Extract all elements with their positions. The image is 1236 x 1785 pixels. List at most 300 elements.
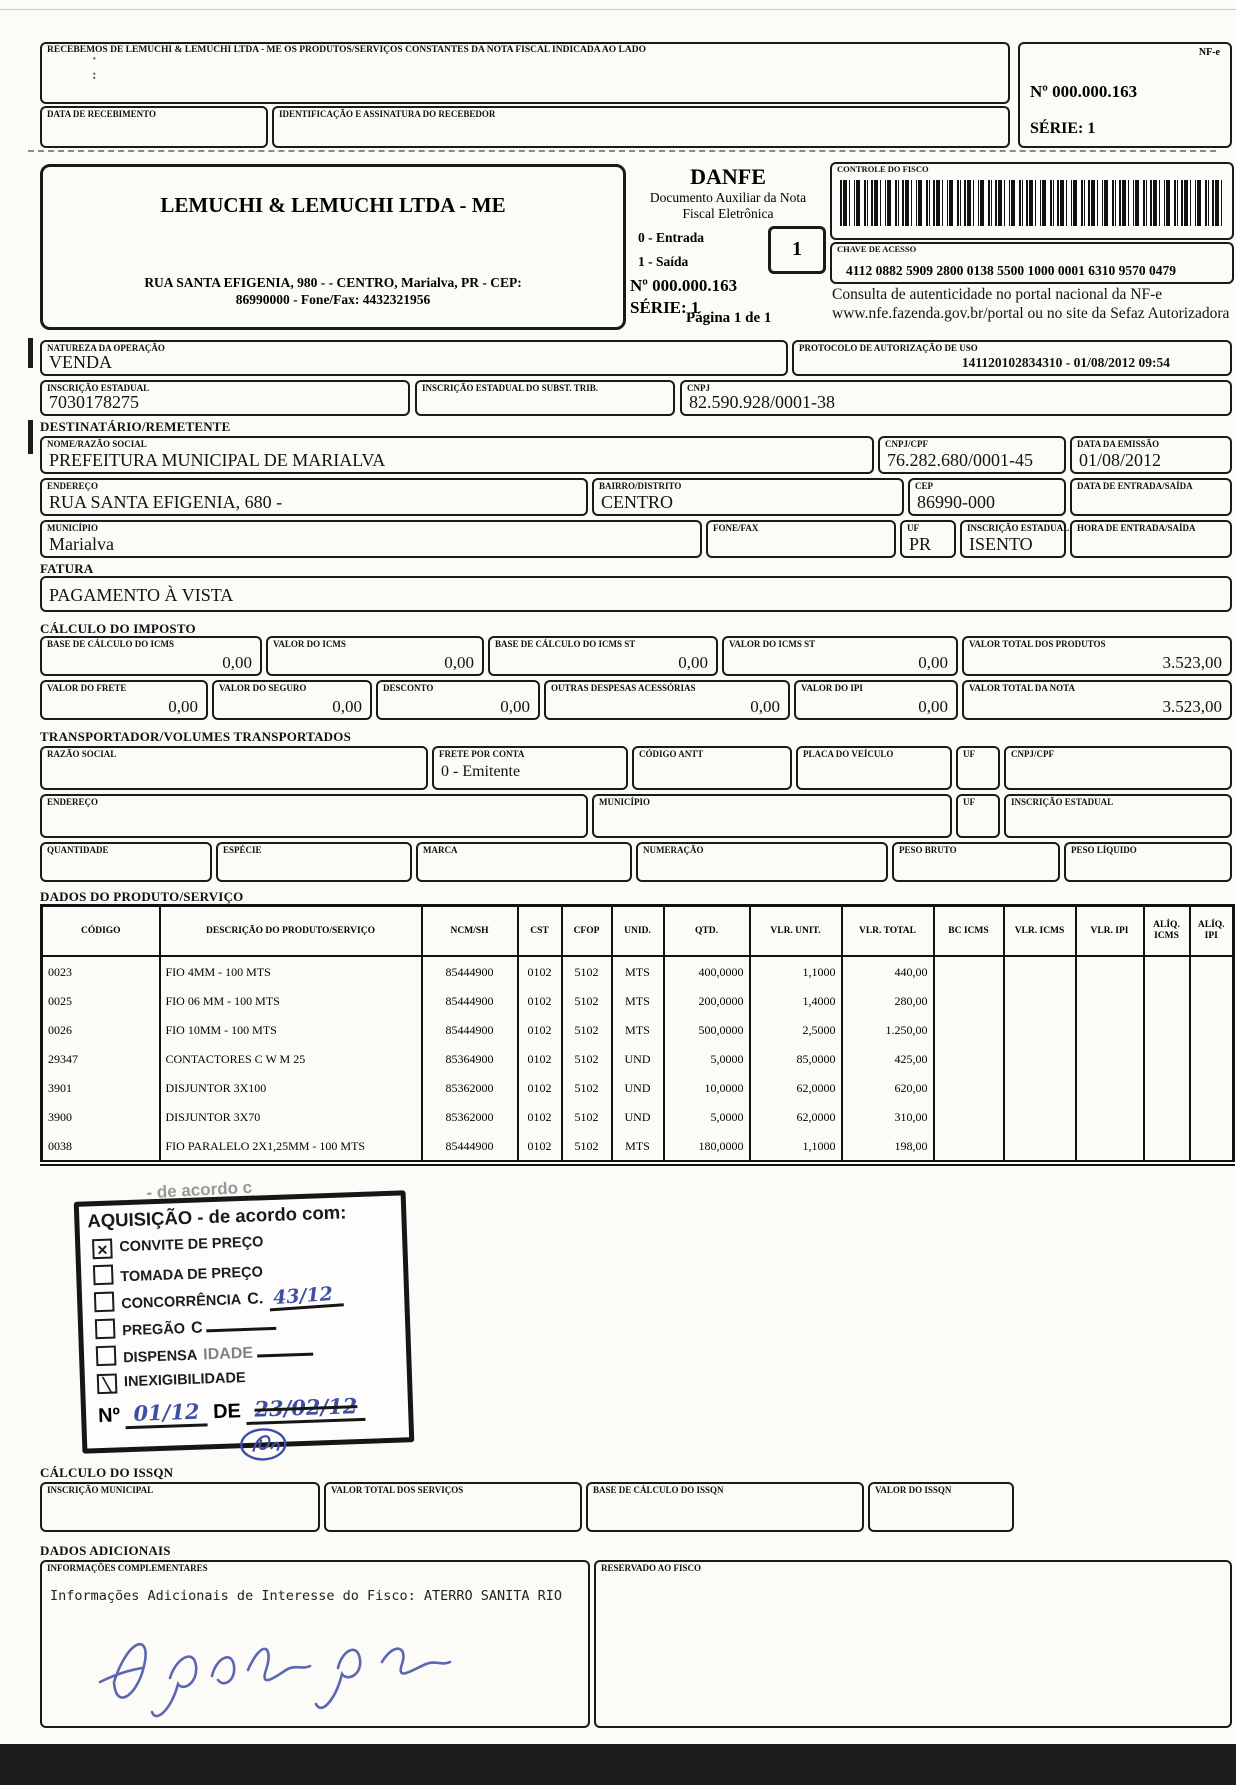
cell-codigo: 0026 bbox=[42, 1015, 160, 1044]
cell-vlr-ipi bbox=[1076, 986, 1144, 1015]
handwritten-note: 43/12 bbox=[268, 1283, 343, 1311]
cell-bc-icms bbox=[934, 1073, 1004, 1102]
protocolo-box bbox=[792, 340, 1232, 376]
cell-ncm: 85444900 bbox=[422, 986, 518, 1015]
transp-peso-bruto-box bbox=[892, 842, 1060, 882]
danfe-tipo-box: 1 bbox=[768, 226, 826, 274]
table-row bbox=[42, 1044, 1234, 1073]
stamp-title: AQUISIÇÃO - de acordo com: bbox=[87, 1201, 347, 1232]
produtos-header-row bbox=[42, 906, 1234, 957]
cnpj-emitente-value: 82.590.928/0001-38 bbox=[689, 392, 835, 413]
danfe-numero: Nº 000.000.163 bbox=[630, 276, 738, 295]
field-label: INSCRIÇÃO ESTADUAL DO SUBST. TRIB. bbox=[422, 383, 599, 393]
cell-cst: 0102 bbox=[518, 1131, 562, 1163]
cell-bc-icms bbox=[934, 1044, 1004, 1073]
field-label: CNPJ/CPF bbox=[885, 439, 928, 449]
informacoes-complementares-box bbox=[40, 1560, 590, 1728]
field-label: UF bbox=[963, 749, 975, 759]
cell-vlr-ipi bbox=[1076, 1131, 1144, 1163]
cell-vlr-icms bbox=[1004, 1131, 1076, 1163]
dest-cep-value: 86990-000 bbox=[917, 492, 995, 513]
transp-cnpj-box bbox=[1004, 746, 1232, 790]
reservado-fisco-box bbox=[594, 1560, 1232, 1728]
barcode-icon bbox=[840, 180, 1222, 226]
field-label: INSCRIÇÃO ESTADUAL bbox=[47, 383, 150, 393]
cell-bc-icms bbox=[934, 956, 1004, 986]
transp-razao-box bbox=[40, 746, 428, 790]
transp-ie-box bbox=[1004, 794, 1232, 838]
dest-emissao-value: 01/08/2012 bbox=[1079, 450, 1162, 471]
stamp-item-pregao bbox=[95, 1313, 277, 1341]
imposto-total-produtos-box bbox=[962, 636, 1232, 676]
cell-ncm: 85444900 bbox=[422, 1131, 518, 1163]
emitente-endereco-l2: 86990000 - Fone/Fax: 4432321956 bbox=[235, 292, 431, 308]
col-header: QTD. bbox=[664, 906, 750, 957]
field-label: VALOR DO ICMS ST bbox=[729, 639, 816, 649]
cut-line bbox=[28, 150, 1216, 152]
transp-uf1-box bbox=[956, 746, 1000, 790]
field-label: BASE DE CÁLCULO DO ISSQN bbox=[593, 1485, 724, 1495]
cell-bc-icms bbox=[934, 1131, 1004, 1163]
cell-cst: 0102 bbox=[518, 1015, 562, 1044]
stamp-item-convite bbox=[92, 1232, 264, 1260]
cell-vlr-ipi bbox=[1076, 1044, 1144, 1073]
cell-vlr-total: 1.250,00 bbox=[842, 1015, 934, 1044]
cell-vlr-total: 280,00 bbox=[842, 986, 934, 1015]
danfe-subtitle-l2: Fiscal Eletrônica bbox=[682, 206, 774, 222]
imposto-valor-icms-st-box bbox=[722, 636, 958, 676]
col-header: CFOP bbox=[562, 906, 612, 957]
stamp-item-suffix: C. bbox=[246, 1290, 264, 1308]
imposto-ipi-box bbox=[794, 680, 958, 720]
imposto-outras-despesas-box bbox=[544, 680, 790, 720]
field-label: PESO LÍQUIDO bbox=[1071, 845, 1137, 855]
cell-vlr-unit: 62,0000 bbox=[750, 1073, 842, 1102]
cell-cfop: 5102 bbox=[562, 1102, 612, 1131]
col-header: NCM/SH bbox=[422, 906, 518, 957]
stamp-item-label: CONCORRÊNCIA bbox=[121, 1292, 242, 1313]
emitente-box bbox=[40, 164, 626, 330]
field-label: DATA DE ENTRADA/SAÍDA bbox=[1077, 481, 1193, 491]
col-header: DESCRIÇÃO DO PRODUTO/SERVIÇO bbox=[160, 906, 422, 957]
field-label: RESERVADO AO FISCO bbox=[601, 1563, 702, 1573]
cell-descricao: CONTACTORES C W M 25 bbox=[160, 1044, 422, 1073]
cell-aliq-ipi bbox=[1190, 1015, 1234, 1044]
canhoto-data-recebimento-box bbox=[40, 106, 268, 148]
cell-vlr-unit: 1,1000 bbox=[750, 956, 842, 986]
field-label: BASE DE CÁLCULO DO ICMS bbox=[47, 639, 175, 649]
table-row bbox=[42, 1131, 1234, 1163]
danfe-saida: 1 - Saída bbox=[638, 254, 689, 269]
cell-cfop: 5102 bbox=[562, 1131, 612, 1163]
inscricao-subst-box bbox=[415, 380, 675, 416]
scan-bottom-bar bbox=[0, 1744, 1236, 1785]
cell-qtd: 500,0000 bbox=[664, 1015, 750, 1044]
field-value: 0,00 bbox=[918, 697, 948, 716]
cell-vlr-unit: 85,0000 bbox=[750, 1044, 842, 1073]
emitente-endereco-l1: RUA SANTA EFIGENIA, 980 - - CENTRO, Marialva, PR - CEP: bbox=[144, 274, 522, 290]
cell-codigo: 3900 bbox=[42, 1102, 160, 1131]
transp-placa-box bbox=[796, 746, 952, 790]
field-label: CHAVE DE ACESSO bbox=[837, 244, 917, 254]
cell-aliq-icms bbox=[1144, 956, 1190, 986]
stamp-item-label: CONVITE DE PREÇO bbox=[119, 1234, 264, 1256]
transp-endereco-box bbox=[40, 794, 588, 838]
stamp-item-inexigibilidade bbox=[97, 1368, 246, 1395]
cell-aliq-icms bbox=[1144, 1102, 1190, 1131]
dest-nome-box bbox=[40, 436, 874, 474]
nfe-serie: SÉRIE: 1 bbox=[1030, 120, 1096, 137]
cell-vlr-unit: 1,4000 bbox=[750, 986, 842, 1015]
field-label: CNPJ bbox=[687, 383, 710, 393]
field-label: CNPJ/CPF bbox=[1011, 749, 1054, 759]
dest-cnpj-value: 76.282.680/0001-45 bbox=[887, 450, 1033, 471]
col-header: CÓDIGO bbox=[42, 906, 160, 957]
cell-vlr-icms bbox=[1004, 986, 1076, 1015]
scan-edge-artifact bbox=[28, 338, 33, 368]
handwritten-number: 01/12 bbox=[125, 1398, 208, 1429]
field-label: NATUREZA DA OPERAÇÃO bbox=[47, 343, 165, 353]
field-label: CEP bbox=[915, 481, 933, 491]
emitente-nome: LEMUCHI & LEMUCHI LTDA - ME bbox=[160, 193, 506, 217]
cell-codigo: 0038 bbox=[42, 1131, 160, 1163]
scan-edge-artifact bbox=[0, 9, 1236, 10]
field-label: OUTRAS DESPESAS ACESSÓRIAS bbox=[551, 683, 696, 693]
scan-edge-artifact bbox=[28, 420, 33, 454]
section-destinatario: DESTINATÁRIO/REMETENTE bbox=[40, 419, 231, 434]
cell-vlr-icms bbox=[1004, 1015, 1076, 1044]
field-label: INSCRIÇÃO ESTADUAL bbox=[967, 523, 1070, 533]
dest-bairro-value: CENTRO bbox=[601, 492, 673, 513]
cell-descricao: FIO 10MM - 100 MTS bbox=[160, 1015, 422, 1044]
cell-vlr-ipi bbox=[1076, 1073, 1144, 1102]
dest-municipio-box bbox=[40, 520, 702, 558]
imposto-total-nota-box bbox=[962, 680, 1232, 720]
col-header: VLR. IPI bbox=[1076, 906, 1144, 957]
canhoto-recebemos-label: RECEBEMOS DE LEMUCHI & LEMUCHI LTDA - ME OS PRODUTOS/SERVIÇOS CONSTANTES DA NOTA FISCAL INDICADA AO LADO bbox=[47, 45, 646, 55]
field-label: PROTOCOLO DE AUTORIZAÇÃO DE USO bbox=[799, 343, 978, 353]
field-label: DESCONTO bbox=[383, 683, 434, 693]
issqn-inscricao-box bbox=[40, 1482, 320, 1532]
cell-ncm: 85444900 bbox=[422, 956, 518, 986]
col-header: VLR. ICMS bbox=[1004, 906, 1076, 957]
cell-descricao: DISJUNTOR 3X70 bbox=[160, 1102, 422, 1131]
field-label: UF bbox=[907, 523, 919, 533]
cell-qtd: 400,0000 bbox=[664, 956, 750, 986]
table-row bbox=[42, 1015, 1234, 1044]
field-label: NUMERAÇÃO bbox=[643, 845, 704, 855]
fatura-value: PAGAMENTO À VISTA bbox=[49, 585, 234, 606]
dest-uf-box bbox=[900, 520, 956, 558]
cell-vlr-total: 620,00 bbox=[842, 1073, 934, 1102]
section-issqn: CÁLCULO DO ISSQN bbox=[40, 1465, 174, 1480]
cell-aliq-ipi bbox=[1190, 986, 1234, 1015]
field-label: UF bbox=[963, 797, 975, 807]
field-label: NOME/RAZÃO SOCIAL bbox=[47, 439, 147, 449]
stamp-item-tomada bbox=[93, 1259, 263, 1287]
controle-fisco-box bbox=[830, 162, 1234, 240]
checkbox-icon bbox=[94, 1292, 115, 1313]
cell-vlr-icms bbox=[1004, 956, 1076, 986]
dest-cep-box bbox=[908, 478, 1066, 516]
field-label: CÓDIGO ANTT bbox=[639, 749, 704, 759]
col-header: ALÍQ. IPI bbox=[1190, 906, 1234, 957]
transp-quantidade-box bbox=[40, 842, 212, 882]
section-dados-adicionais: DADOS ADICIONAIS bbox=[40, 1543, 171, 1558]
dest-bairro-box bbox=[592, 478, 904, 516]
cell-descricao: DISJUNTOR 3X100 bbox=[160, 1073, 422, 1102]
checkbox-mark: ╲ bbox=[102, 1376, 112, 1393]
imposto-valor-icms-box bbox=[266, 636, 484, 676]
field-value: 0,00 bbox=[168, 697, 198, 716]
emitente-endereco bbox=[43, 274, 623, 309]
field-label: FONE/FAX bbox=[713, 523, 759, 533]
field-label: IDENTIFICAÇÃO E ASSINATURA DO RECEBEDOR bbox=[279, 109, 496, 119]
signature-image bbox=[86, 1624, 486, 1728]
cell-ncm: 85362000 bbox=[422, 1073, 518, 1102]
field-label: QUANTIDADE bbox=[47, 845, 109, 855]
dest-hora-box bbox=[1070, 520, 1232, 558]
field-value: 0,00 bbox=[750, 697, 780, 716]
imposto-base-icms-box bbox=[40, 636, 262, 676]
field-value: 3.523,00 bbox=[1162, 697, 1222, 716]
cell-aliq-ipi bbox=[1190, 1044, 1234, 1073]
cell-vlr-total: 198,00 bbox=[842, 1131, 934, 1163]
cell-descricao: FIO PARALELO 2X1,25MM - 100 MTS bbox=[160, 1131, 422, 1163]
cell-cst: 0102 bbox=[518, 1044, 562, 1073]
cell-aliq-ipi bbox=[1190, 956, 1234, 986]
cell-cst: 0102 bbox=[518, 1073, 562, 1102]
cell-vlr-icms bbox=[1004, 1044, 1076, 1073]
stamp-item-dispensa bbox=[96, 1339, 314, 1369]
nfe-label: NF-e bbox=[1198, 47, 1220, 58]
danfe-subtitle-l1: Documento Auxiliar da Nota bbox=[649, 190, 807, 205]
danfe-column bbox=[630, 164, 826, 332]
field-value: 0,00 bbox=[222, 653, 252, 672]
transp-frete-box bbox=[432, 746, 628, 790]
field-label: VALOR DO SEGURO bbox=[219, 683, 307, 693]
cell-aliq-icms bbox=[1144, 986, 1190, 1015]
cell-ncm: 85364900 bbox=[422, 1044, 518, 1073]
inscricao-estadual-value: 7030178275 bbox=[49, 392, 139, 413]
field-label: BASE DE CÁLCULO DO ICMS ST bbox=[495, 639, 636, 649]
transp-peso-liquido-box bbox=[1064, 842, 1232, 882]
checkbox-mark: ✕ bbox=[96, 1241, 109, 1259]
cell-qtd: 5,0000 bbox=[664, 1102, 750, 1131]
transp-antt-box bbox=[632, 746, 792, 790]
stamp-item-suffix: IDADE bbox=[202, 1344, 254, 1364]
chave-acesso-box bbox=[830, 242, 1234, 284]
cell-unid: UND bbox=[612, 1102, 664, 1131]
field-label: INFORMAÇÕES COMPLEMENTARES bbox=[47, 1563, 208, 1573]
table-row bbox=[42, 1102, 1234, 1131]
field-label: HORA DE ENTRADA/SAÍDA bbox=[1077, 523, 1196, 533]
field-label: VALOR TOTAL DA NOTA bbox=[969, 683, 1075, 693]
imposto-seguro-box bbox=[212, 680, 372, 720]
transp-uf2-box bbox=[956, 794, 1000, 838]
stamp-item-concorrencia bbox=[94, 1284, 343, 1315]
danfe-subtitle bbox=[630, 190, 826, 222]
issqn-valor-box bbox=[868, 1482, 1014, 1532]
cell-aliq-icms bbox=[1144, 1015, 1190, 1044]
cell-unid: MTS bbox=[612, 1131, 664, 1163]
informacoes-complementares-text: Informações Adicionais de Interesse do Fisco: ATERRO SANITA RIO bbox=[50, 1588, 563, 1604]
cell-codigo: 0025 bbox=[42, 986, 160, 1015]
stamp-item-label: TOMADA DE PREÇO bbox=[120, 1264, 264, 1286]
field-label: FRETE POR CONTA bbox=[439, 749, 525, 759]
handwritten-date: 23/02/12 bbox=[246, 1393, 366, 1425]
field-label: BAIRRO/DISTRITO bbox=[599, 481, 682, 491]
cell-unid: MTS bbox=[612, 956, 664, 986]
field-label: VALOR DO ISSQN bbox=[875, 1485, 952, 1495]
section-produtos: DADOS DO PRODUTO/SERVIÇO bbox=[40, 889, 244, 904]
cell-unid: UND bbox=[612, 1044, 664, 1073]
field-label: VALOR DO ICMS bbox=[273, 639, 346, 649]
cell-unid: MTS bbox=[612, 986, 664, 1015]
cell-descricao: FIO 06 MM - 100 MTS bbox=[160, 986, 422, 1015]
field-label: PLACA DO VEÍCULO bbox=[803, 749, 894, 759]
field-label: RAZÃO SOCIAL bbox=[47, 749, 117, 759]
col-header: BC ICMS bbox=[934, 906, 1004, 957]
dest-emissao-box bbox=[1070, 436, 1232, 474]
issqn-base-box bbox=[586, 1482, 864, 1532]
col-header: UNID. bbox=[612, 906, 664, 957]
field-label: ENDEREÇO bbox=[47, 797, 99, 807]
natureza-operacao-value: VENDA bbox=[49, 352, 112, 373]
cell-qtd: 10,0000 bbox=[664, 1073, 750, 1102]
cell-aliq-ipi bbox=[1190, 1073, 1234, 1102]
field-label: VALOR DO IPI bbox=[801, 683, 863, 693]
cell-aliq-icms bbox=[1144, 1073, 1190, 1102]
cell-cfop: 5102 bbox=[562, 1015, 612, 1044]
cell-vlr-icms bbox=[1004, 1073, 1076, 1102]
section-fatura: FATURA bbox=[40, 561, 94, 576]
col-header: VLR. TOTAL bbox=[842, 906, 934, 957]
cell-vlr-total: 440,00 bbox=[842, 956, 934, 986]
checkbox-icon bbox=[93, 1265, 114, 1286]
stamp-item-label: DISPENSA bbox=[122, 1347, 198, 1367]
field-label: MUNICÍPIO bbox=[599, 797, 650, 807]
checkbox-icon bbox=[96, 1345, 117, 1366]
dest-fone-box bbox=[706, 520, 896, 558]
cell-qtd: 180,0000 bbox=[664, 1131, 750, 1163]
cell-cst: 0102 bbox=[518, 986, 562, 1015]
inscricao-estadual-box bbox=[40, 380, 410, 416]
cell-aliq-ipi bbox=[1190, 1102, 1234, 1131]
checkbox-icon bbox=[97, 1373, 118, 1394]
dest-endereco-value: RUA SANTA EFIGENIA, 680 - bbox=[49, 492, 283, 513]
transp-frete-value: 0 - Emitente bbox=[441, 763, 521, 781]
canhoto-recebemos-box bbox=[40, 42, 1010, 104]
transp-especie-box bbox=[216, 842, 412, 882]
dest-cnpj-box bbox=[878, 436, 1066, 474]
field-label: INSCRIÇÃO ESTADUAL bbox=[1011, 797, 1114, 807]
cell-ncm: 85362000 bbox=[422, 1102, 518, 1131]
field-value: 0,00 bbox=[444, 653, 474, 672]
cell-unid: UND bbox=[612, 1073, 664, 1102]
col-header: ALÍQ. ICMS bbox=[1144, 906, 1190, 957]
section-transportador: TRANSPORTADOR/VOLUMES TRANSPORTADOS bbox=[40, 729, 352, 744]
dest-ie-box bbox=[960, 520, 1070, 558]
initials-circle-icon bbox=[237, 1426, 290, 1466]
col-header: CST bbox=[518, 906, 562, 957]
table-row bbox=[42, 986, 1234, 1015]
produtos-table bbox=[40, 904, 1235, 1166]
cell-vlr-ipi bbox=[1076, 956, 1144, 986]
cell-vlr-total: 425,00 bbox=[842, 1044, 934, 1073]
consulta-autenticidade-text: Consulta de autenticidade no portal nacional da NF-e www.nfe.fazenda.gov.br/portal ou no site da Sefaz Autorizadora bbox=[832, 286, 1230, 322]
cell-cfop: 5102 bbox=[562, 1044, 612, 1073]
cell-ncm: 85444900 bbox=[422, 1015, 518, 1044]
cell-vlr-ipi bbox=[1076, 1102, 1144, 1131]
nfe-number: Nº 000.000.163 bbox=[1030, 82, 1138, 101]
cell-vlr-unit: 2,5000 bbox=[750, 1015, 842, 1044]
cell-codigo: 0023 bbox=[42, 956, 160, 986]
protocolo-value: 141120102834310 - 01/08/2012 09:54 bbox=[961, 354, 1170, 370]
field-value: 0,00 bbox=[500, 697, 530, 716]
field-label: INSCRIÇÃO MUNICIPAL bbox=[47, 1485, 154, 1495]
dest-uf-value: PR bbox=[909, 534, 932, 555]
cell-cst: 0102 bbox=[518, 956, 562, 986]
stamp-item-label: PREGÃO bbox=[121, 1321, 186, 1340]
cell-codigo: 3901 bbox=[42, 1073, 160, 1102]
field-label: MUNICÍPIO bbox=[47, 523, 98, 533]
cell-qtd: 5,0000 bbox=[664, 1044, 750, 1073]
cell-vlr-icms bbox=[1004, 1102, 1076, 1131]
imposto-frete-box bbox=[40, 680, 208, 720]
danfe-pagina: Página 1 de 1 bbox=[686, 310, 772, 326]
blank-line bbox=[257, 1339, 314, 1358]
field-label: DATA DA EMISSÃO bbox=[1077, 439, 1160, 449]
cell-unid: MTS bbox=[612, 1015, 664, 1044]
cell-bc-icms bbox=[934, 986, 1004, 1015]
stamp-item-label: INEXIGIBILIDADE bbox=[123, 1369, 246, 1391]
cell-descricao: FIO 4MM - 100 MTS bbox=[160, 956, 422, 986]
stamp-de-label: DE bbox=[212, 1400, 242, 1424]
cell-cst: 0102 bbox=[518, 1102, 562, 1131]
field-value: 0,00 bbox=[918, 653, 948, 672]
imposto-base-icms-st-box bbox=[488, 636, 718, 676]
cell-vlr-unit: 62,0000 bbox=[750, 1102, 842, 1131]
cell-vlr-total: 310,00 bbox=[842, 1102, 934, 1131]
field-label: ENDEREÇO bbox=[47, 481, 99, 491]
dest-municipio-value: Marialva bbox=[49, 534, 114, 555]
cell-vlr-unit: 1,1000 bbox=[750, 1131, 842, 1163]
checkbox-icon bbox=[92, 1239, 113, 1260]
col-header: VLR. UNIT. bbox=[750, 906, 842, 957]
dest-ie-value: ISENTO bbox=[969, 534, 1033, 555]
cell-bc-icms bbox=[934, 1102, 1004, 1131]
imposto-desconto-box bbox=[376, 680, 540, 720]
cell-codigo: 29347 bbox=[42, 1044, 160, 1073]
field-label: CONTROLE DO FISCO bbox=[837, 164, 929, 174]
stamp-ghost-title: - de acordo c bbox=[145, 1177, 253, 1203]
dest-endereco-box bbox=[40, 478, 588, 516]
field-label: DATA DE RECEBIMENTO bbox=[47, 109, 157, 119]
cell-cfop: 5102 bbox=[562, 1073, 612, 1102]
natureza-operacao-box bbox=[40, 340, 788, 376]
stamp-item-suffix: C bbox=[190, 1319, 203, 1337]
field-label: VALOR TOTAL DOS SERVIÇOS bbox=[331, 1485, 464, 1495]
transp-municipio-box bbox=[592, 794, 952, 838]
table-row bbox=[42, 1073, 1234, 1102]
stamp-no-label: Nº bbox=[97, 1404, 121, 1428]
cnpj-emitente-box bbox=[680, 380, 1232, 416]
cell-cfop: 5102 bbox=[562, 956, 612, 986]
issqn-total-servicos-box bbox=[324, 1482, 582, 1532]
canhoto-identificacao-box bbox=[272, 106, 1010, 148]
danfe-title: DANFE bbox=[690, 164, 766, 189]
